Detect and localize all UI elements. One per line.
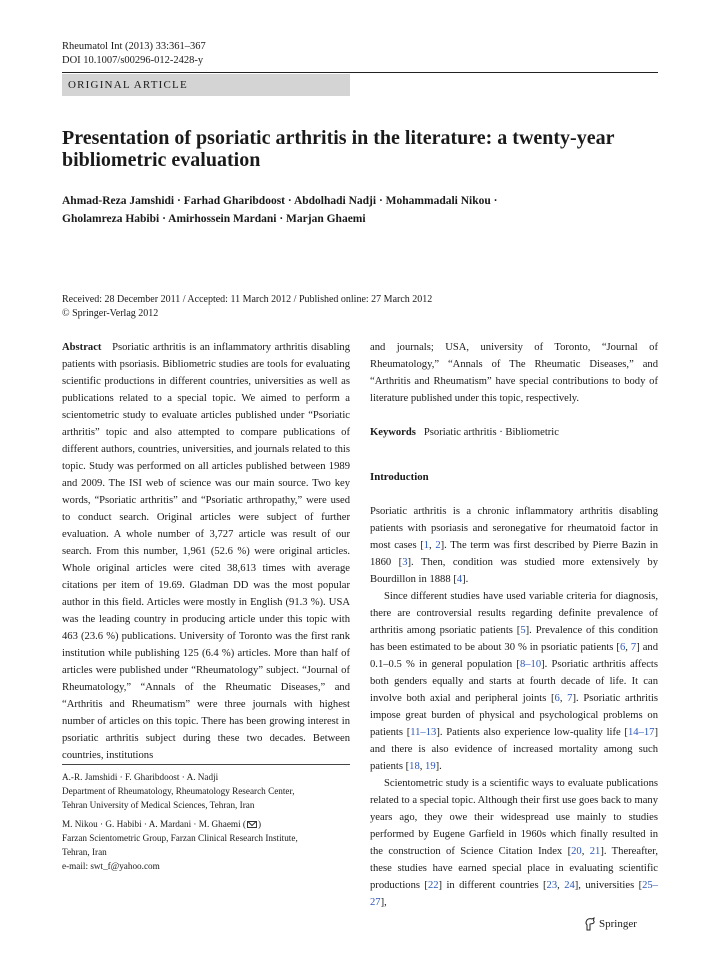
journal-reference: Rheumatol Int (2013) 33:361–367 xyxy=(62,41,206,52)
author-line-1: Ahmad-Reza Jamshidi · Farhad Gharibdoost · Abdolhadi Nadji · Mohammadali Nikou · xyxy=(62,195,498,207)
right-column xyxy=(370,339,658,911)
citation-link[interactable]: 7 xyxy=(567,693,573,704)
publication-dates: Received: 28 December 2011 / Accepted: 11 March 2012 / Published online: 27 March 2012 xyxy=(62,294,433,305)
left-column xyxy=(62,339,350,764)
abstract-label: Abstract xyxy=(62,342,102,353)
citation-link[interactable]: 23 xyxy=(546,880,558,891)
intro-paragraph-1: Psoriatic arthritis is a chronic inflammatory arthritis disabling patients with psoriasis and seronegative for rheumatoid factor in most cases [1, 2]. The term was first described by Pierre Bazin in 1860 [3]. Then, condition was studied more extensively by Bourdillon in 1888 [4]. xyxy=(370,506,659,585)
citation-link[interactable]: 14–17 xyxy=(627,727,655,738)
contact-email[interactable]: e-mail: swt_f@yahoo.com xyxy=(62,861,160,871)
keywords-label: Keywords xyxy=(370,427,416,438)
citation-link[interactable]: 6 xyxy=(554,693,560,704)
abstract-text: Psoriatic arthritis is an inflammatory arthritis disabling patients with psoriasis. Bibliometric studies are tools for evaluating scientific productions in different countries, universities as well as publications related to a special topic. We aimed to perform a scientometric study to evaluate articles published under “Psoriatic arthritis” topic and also attempted to compare publications of different authors, countries, universities, and journals related to this topic. Study was performed on all articles published between 1989 and 2009. The ISI web of science was our main source. Two key words, “Psoriatic arthritis” and “Psoriatic arthropathy,” were used to conduct search. Original articles were subject of further evaluation. A whole number of 3,727 article was result of our search. From this number, 1,961 (52.6 %) were original articles. Whole original articles were cited 38,613 times with average citations per item of 19.69. Gladman DD was the most popular author in this field. Articles were mostly in English (91.3 %). USA was the leading country in producing article under this topic with 463 (23.6 %) publications. University of Toronto was the first rank institution while publishing 125 (6.4 %) articles. More than half of articles were published under “Rheumatology” subject. “Journal of Rheumatology,” “Annals of the Rheumatic Diseases,” and “Arthritis and Rheumatism” were three journals with highest number of articles on this topic. There has been growing interest in psoriatic arthritis subject during these two decades. Between countries, institutions xyxy=(62,342,350,761)
springer-horse-logo-icon xyxy=(584,917,596,931)
article-title: Presentation of psoriatic arthritis in the literature: a twenty-year bibliometric evaluation xyxy=(62,127,615,171)
affiliation-2: M. Nikou · G. Habibi · A. Mardani · M. Ghaemi ( ) Farzan Scientometric Group, Farzan Clinical Research Institute, Tehran, Iran e-mail: swt_f@yahoo.com xyxy=(62,817,350,873)
envelope-icon xyxy=(247,821,257,828)
keywords xyxy=(370,424,658,441)
affiliation-rule xyxy=(62,764,350,765)
copyright: © Springer-Verlag 2012 xyxy=(62,308,159,319)
citation-link[interactable]: 2 xyxy=(435,540,441,551)
affiliation-1: A.-R. Jamshidi · F. Gharibdoost · A. Nadji Department of Rheumatology, Rheumatology Research Center, Tehran University of Medical Sciences, Tehran, Iran xyxy=(62,772,295,810)
author-line-2: Gholamreza Habibi · Amirhossein Mardani · Marjan Ghaemi xyxy=(62,213,366,225)
introduction-heading: Introduction xyxy=(370,471,429,483)
citation-link[interactable]: 6 xyxy=(619,642,626,653)
citation-link[interactable]: 3 xyxy=(402,557,408,568)
citation-link[interactable]: 18 xyxy=(409,761,420,772)
citation-link[interactable]: 1 xyxy=(423,540,430,551)
citation-link[interactable]: 11–13 xyxy=(410,727,437,738)
citation-link[interactable]: 25–27 xyxy=(370,880,659,908)
citation-link[interactable]: 19 xyxy=(425,761,436,772)
abstract-continuation: and journals; USA, university of Toronto, “Journal of Rheumatology,” “Annals of The Rheumatic Diseases,” and “Arthritis and Rheumatism” have special contributions to body of literature published under this topic, respectively. xyxy=(370,342,658,404)
header-rule xyxy=(62,72,658,73)
keywords-text: Psoriatic arthritis · Bibliometric xyxy=(423,427,559,438)
intro-paragraph-2: Since different studies have used variable criteria for diagnosis, there are controversial results regarding definite prevalence of arthritis among psoriatic patients [5]. Prevalence of this condition has been estimated to be about 30 % in psoriatic patients [6, 7] and 0.1–0.5 % in general population [8–10]. Psoriatic arthritis affects both genders equally and starts at fourth decade of life. It can involve both axial and peripheral joints [6, 7]. Psoriatic arthritis impose great burden of physical and psychological problems on patients [11–13]. Patients also experience low-quality life [14–17] and there is also evidence of increased mortality among such patients [18, 19]. xyxy=(370,591,659,772)
citation-link[interactable]: 7 xyxy=(630,642,637,653)
citation-link[interactable]: 22 xyxy=(427,880,439,891)
abstract xyxy=(62,339,350,764)
article-type-banner: ORIGINAL ARTICLE xyxy=(62,74,350,96)
citation-link[interactable]: 24 xyxy=(564,880,575,891)
citation-link[interactable]: 8–10 xyxy=(519,659,542,670)
citation-link[interactable]: 4 xyxy=(456,574,463,585)
intro-paragraph-3: Scientometric study is a scientific ways to evaluate publications related to a special topic. Although their first use goes back to many years ago, they owe their widespread use mainly to studies performed by Eugene Garfield in 1960s which finally resulted in the construction of Science Citation Index [20, 21]. Thereafter, these studies have earned special place in evaluating scientific productions [22] in different countries [23, 24], universities [25–27], xyxy=(370,778,659,908)
citation-link[interactable]: 5 xyxy=(520,625,526,636)
citation-link[interactable]: 21 xyxy=(589,846,601,857)
doi[interactable]: DOI 10.1007/s00296-012-2428-y xyxy=(62,55,204,66)
citation-link[interactable]: 20 xyxy=(571,846,582,857)
publisher-footer xyxy=(584,916,637,932)
publisher-name: Springer xyxy=(599,918,637,930)
author-list xyxy=(62,192,662,228)
